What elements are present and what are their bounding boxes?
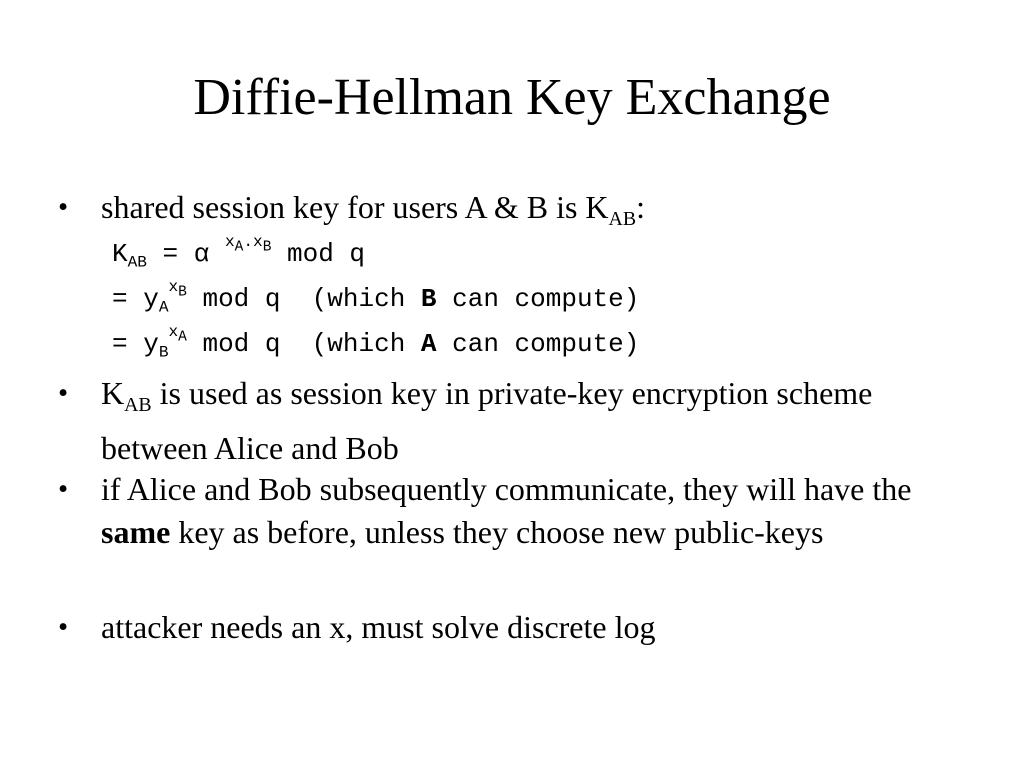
formula-subscript: A — [158, 298, 169, 317]
formula-mod-q: mod q (which — [186, 284, 421, 314]
exponent-dot: . — [243, 232, 254, 251]
exponent-subscript: A — [234, 239, 244, 256]
bullet-text-tail: : — [636, 189, 645, 225]
formula-equals-y: = y — [112, 329, 159, 359]
formula-line-2 — [112, 277, 640, 323]
slide-title: Diffie-Hellman Key Exchange — [193, 69, 831, 126]
bullet-k: K — [101, 375, 125, 411]
formula-mod-q: mod q (which — [186, 329, 421, 359]
bullet-dot: • — [58, 191, 69, 223]
subscript: AB — [608, 207, 637, 230]
formula-mod-q: mod q — [271, 239, 366, 269]
formula-party: A — [420, 329, 437, 359]
bullet-text-tail: key as before, unless they choose new public-keys — [170, 514, 824, 550]
formula-line-1 — [112, 232, 366, 278]
exponent-x: x — [168, 322, 179, 341]
bullet-text: is used as session key in private-key encryption scheme between Alice and Bob — [101, 375, 873, 466]
subscript: AB — [124, 393, 152, 416]
formula-line-3 — [112, 322, 640, 368]
bullet-text: if Alice and Bob subsequently communicate, they will have the — [101, 471, 912, 507]
formula-exponent — [168, 277, 187, 301]
bullet-attacker: attacker needs an x, must solve discrete log — [101, 609, 656, 645]
formula-can-compute: can compute) — [436, 329, 640, 359]
formula-equals-y: = y — [112, 284, 159, 314]
bold-same: same — [101, 514, 171, 550]
formula-exponent — [168, 322, 187, 346]
formula-subscript: AB — [127, 253, 147, 272]
exponent-subscript: B — [262, 239, 272, 256]
formula-subscript: B — [158, 343, 169, 362]
bullet-text: shared session key for users A & B is K — [101, 189, 609, 225]
bullet-kab-usage — [101, 372, 981, 470]
bullet-same-key — [101, 468, 981, 554]
exponent-subscript: A — [178, 329, 187, 346]
formula-k: K — [112, 239, 128, 269]
exponent-subscript: B — [178, 284, 187, 301]
bullet-dot: • — [58, 377, 69, 409]
formula-equals-alpha: = α — [146, 239, 225, 269]
bullet-dot: • — [58, 473, 69, 505]
formula-can-compute: can compute) — [436, 284, 640, 314]
exponent-x: x — [253, 232, 263, 251]
bullet-dot: • — [58, 611, 69, 643]
formula-party: B — [420, 284, 437, 314]
exponent-x: x — [168, 277, 179, 296]
formula-exponent — [224, 232, 272, 256]
exponent-x: x — [224, 232, 235, 251]
